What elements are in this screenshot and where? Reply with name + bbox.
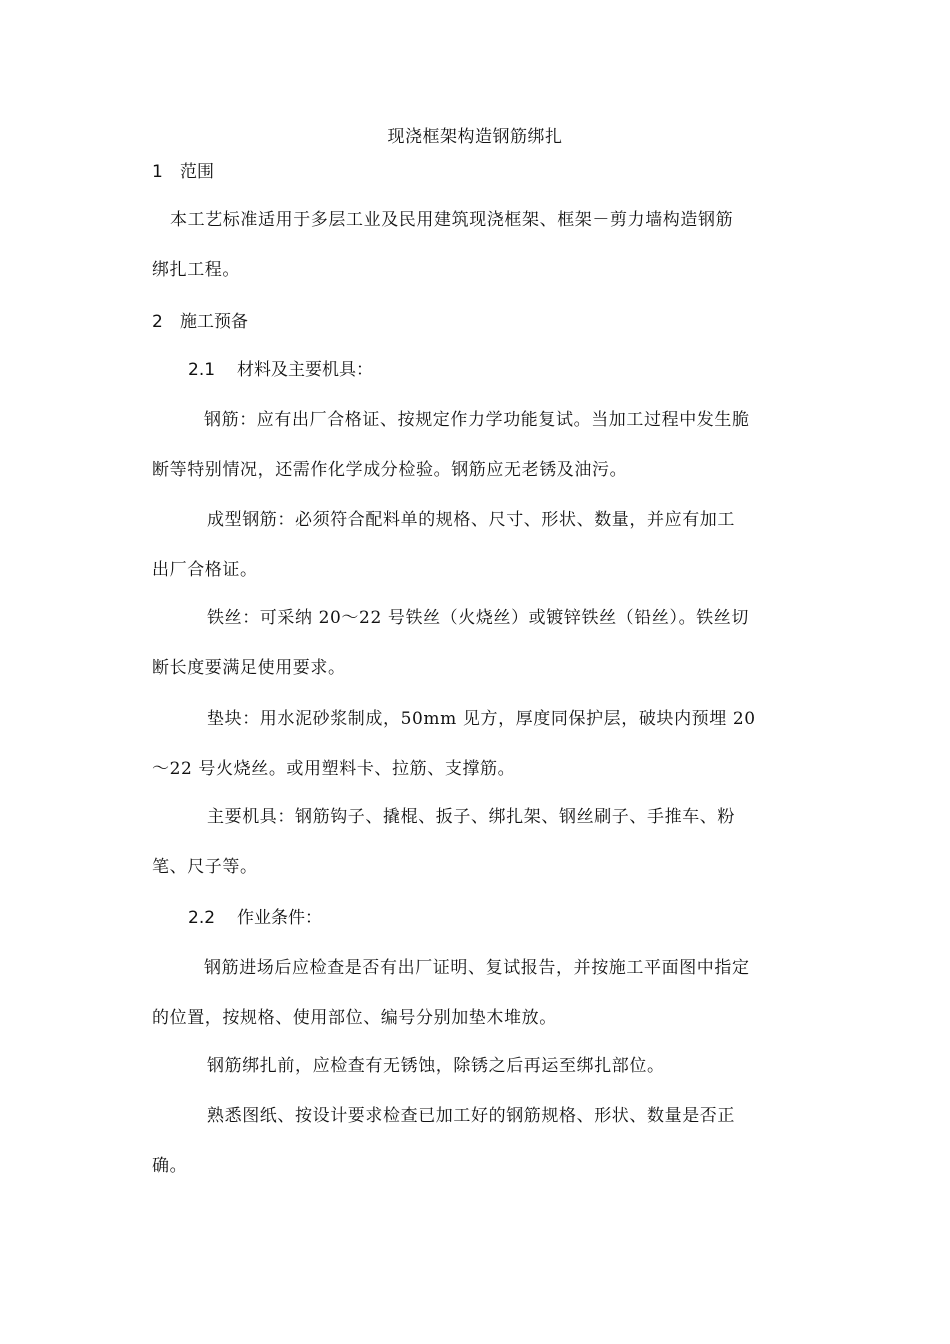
condition-paragraph-2-line-1: 钢筋绑扎前，应检查有无锈蚀，除锈之后再运至绑扎部位。 — [207, 1056, 665, 1076]
steel-bar-paragraph-line-2: 断等特别情况，还需作化学成分检验。钢筋应无老锈及油污。 — [152, 460, 628, 480]
section-1-paragraph-line-1: 本工艺标准适用于多层工业及民用建筑现浇框架、框架－剪力墙构造钢筋 — [170, 210, 734, 230]
subsection-2-1-heading — [188, 358, 373, 382]
steel-bar-paragraph-line-1: 钢筋：应有出厂合格证、按规定作力学功能复试。当加工过程中发生脆 — [204, 410, 750, 430]
section-1-title: 范围 — [180, 162, 214, 182]
formed-bar-paragraph-line-2: 出厂合格证。 — [152, 560, 258, 580]
subsection-2-2-number: 2.2 — [188, 908, 216, 928]
spacer-block-paragraph-line-1: 垫块：用水泥砂浆制成，50mm 见方，厚度同保护层，破块内预埋 20 — [207, 709, 756, 729]
section-1-number: 1 — [152, 162, 163, 182]
condition-paragraph-1-line-2: 的位置，按规格、使用部位、编号分别加垫木堆放。 — [152, 1008, 557, 1028]
formed-bar-paragraph-line-1: 成型钢筋：必须符合配料单的规格、尺寸、形状、数量，并应有加工 — [207, 510, 735, 530]
condition-paragraph-3-line-1: 熟悉图纸、按设计要求检查已加工好的钢筋规格、形状、数量是否正 — [207, 1106, 735, 1126]
condition-paragraph-3-line-2: 确。 — [152, 1156, 188, 1176]
tools-paragraph-line-2: 笔、尺子等。 — [152, 857, 258, 877]
wire-paragraph-line-2: 断长度要满足使用要求。 — [152, 658, 346, 678]
wire-paragraph-line-1: 铁丝：可采纳 20～22 号铁丝（火烧丝）或镀锌铁丝（铅丝）。铁丝切 — [207, 608, 749, 628]
document-title: 现浇框架构造钢筋绑扎 — [387, 127, 563, 147]
subsection-2-2-title: 作业条件： — [237, 908, 322, 928]
section-1-heading — [152, 160, 214, 184]
section-2-number: 2 — [152, 312, 163, 332]
tools-paragraph-line-1: 主要机具：钢筋钩子、撬棍、扳子、绑扎架、钢丝刷子、手推车、粉 — [207, 807, 735, 827]
section-2-heading — [152, 310, 248, 334]
subsection-2-2-heading — [188, 906, 322, 930]
condition-paragraph-1-line-1: 钢筋进场后应检查是否有出厂证明、复试报告，并按施工平面图中指定 — [204, 958, 750, 978]
section-2-title: 施工预备 — [180, 312, 248, 332]
subsection-2-1-number: 2.1 — [188, 360, 216, 380]
section-1-paragraph-line-2: 绑扎工程。 — [152, 260, 240, 280]
subsection-2-1-title: 材料及主要机具： — [237, 360, 373, 380]
spacer-block-paragraph-line-2: ～22 号火烧丝。或用塑料卡、拉筋、支撑筋。 — [152, 759, 516, 779]
